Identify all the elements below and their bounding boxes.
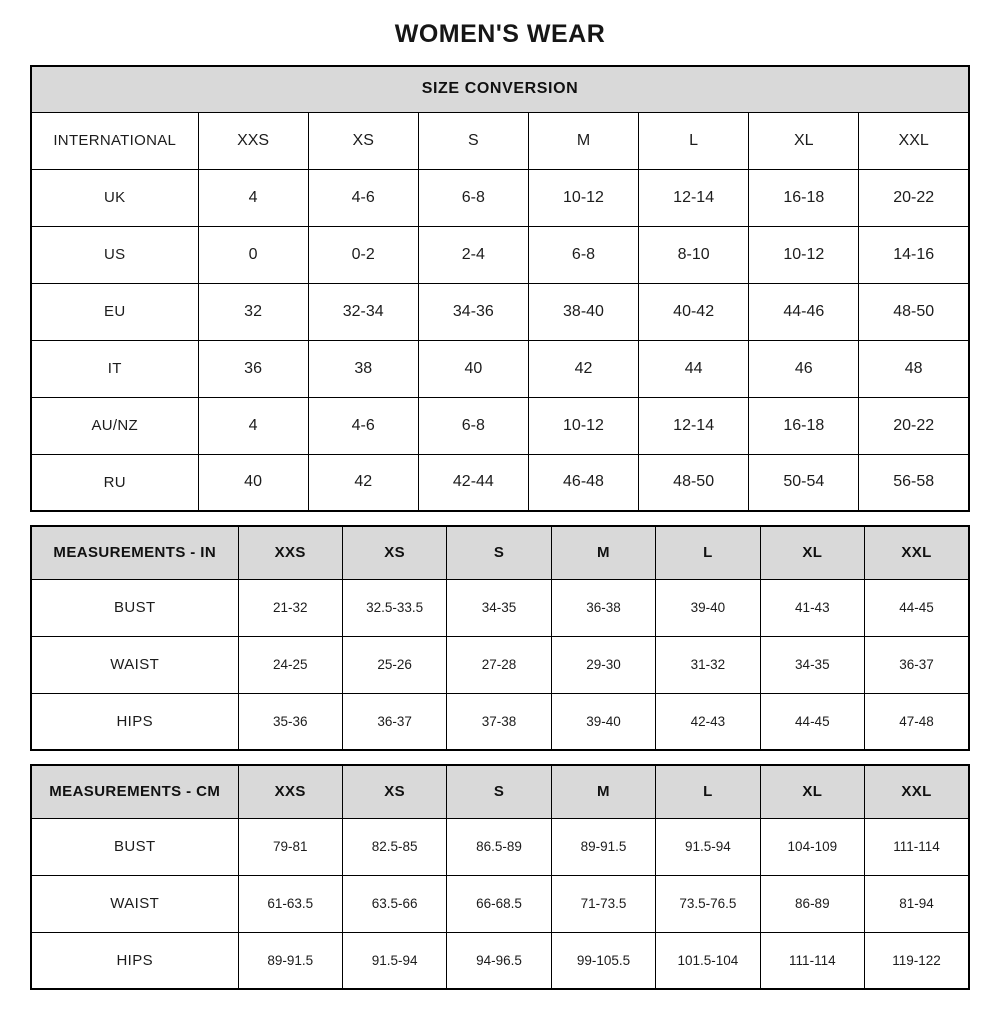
table-cell: 71-73.5 — [551, 875, 655, 932]
size-column-header: XXS — [238, 526, 342, 579]
table-cell: 44-45 — [865, 579, 969, 636]
table-cell: 6-8 — [528, 226, 638, 283]
table-cell: 48-50 — [639, 454, 749, 511]
table-row — [31, 636, 969, 693]
table-cell: 4 — [198, 397, 308, 454]
row-label: HIPS — [31, 932, 238, 989]
measurements-in-header-row — [31, 526, 969, 579]
table-cell: 6-8 — [418, 169, 528, 226]
size-conversion-title: SIZE CONVERSION — [31, 66, 969, 112]
table-cell: 38 — [308, 340, 418, 397]
table-cell: 34-35 — [760, 636, 864, 693]
table-cell: 89-91.5 — [238, 932, 342, 989]
table-cell: 56-58 — [859, 454, 969, 511]
row-label: IT — [31, 340, 198, 397]
table-cell: M — [528, 112, 638, 169]
table-row — [31, 283, 969, 340]
table-cell: 37-38 — [447, 693, 551, 750]
size-column-header: XXL — [865, 526, 969, 579]
table-cell: L — [639, 112, 749, 169]
size-column-header: S — [447, 765, 551, 818]
table-cell: 0-2 — [308, 226, 418, 283]
table-cell: 61-63.5 — [238, 875, 342, 932]
table-cell: 119-122 — [865, 932, 969, 989]
table-row — [31, 932, 969, 989]
table-cell: 4 — [198, 169, 308, 226]
table-cell: 36-37 — [342, 693, 446, 750]
table-cell: 10-12 — [528, 169, 638, 226]
table-title: MEASUREMENTS - CM — [31, 765, 238, 818]
table-cell: 48-50 — [859, 283, 969, 340]
table-cell: 41-43 — [760, 579, 864, 636]
table-cell: 4-6 — [308, 169, 418, 226]
table-cell: 82.5-85 — [342, 818, 446, 875]
table-cell: 21-32 — [238, 579, 342, 636]
table-cell: 35-36 — [238, 693, 342, 750]
row-label: AU/NZ — [31, 397, 198, 454]
table-cell: 46-48 — [528, 454, 638, 511]
table-cell: 91.5-94 — [342, 932, 446, 989]
table-cell: 42 — [308, 454, 418, 511]
measurements-cm-header-row — [31, 765, 969, 818]
row-label: BUST — [31, 579, 238, 636]
measurements-in-table — [30, 525, 970, 751]
table-cell: 79-81 — [238, 818, 342, 875]
table-row — [31, 875, 969, 932]
table-cell: 32 — [198, 283, 308, 340]
table-cell: 94-96.5 — [447, 932, 551, 989]
table-cell: 73.5-76.5 — [656, 875, 760, 932]
table-cell: 40-42 — [639, 283, 749, 340]
table-cell: 31-32 — [656, 636, 760, 693]
table-cell: 101.5-104 — [656, 932, 760, 989]
table-cell: 36-37 — [865, 636, 969, 693]
table-cell: 10-12 — [749, 226, 859, 283]
table-cell: 4-6 — [308, 397, 418, 454]
table-cell: 36 — [198, 340, 308, 397]
row-label: US — [31, 226, 198, 283]
table-row — [31, 397, 969, 454]
table-cell: 42-44 — [418, 454, 528, 511]
table-cell: 104-109 — [760, 818, 864, 875]
table-cell: 86.5-89 — [447, 818, 551, 875]
table-cell: 91.5-94 — [656, 818, 760, 875]
table-cell: 42 — [528, 340, 638, 397]
table-cell: 12-14 — [639, 169, 749, 226]
table-cell: XXS — [198, 112, 308, 169]
size-column-header: XL — [760, 526, 864, 579]
size-column-header: XS — [342, 526, 446, 579]
table-row — [31, 169, 969, 226]
table-cell: 40 — [198, 454, 308, 511]
table-cell: 34-35 — [447, 579, 551, 636]
table-cell: 2-4 — [418, 226, 528, 283]
table-cell: XS — [308, 112, 418, 169]
table-cell: 63.5-66 — [342, 875, 446, 932]
table-cell: 40 — [418, 340, 528, 397]
table-cell: XXL — [859, 112, 969, 169]
size-column-header: L — [656, 526, 760, 579]
row-label: UK — [31, 169, 198, 226]
table-cell: 44 — [639, 340, 749, 397]
table-cell: 66-68.5 — [447, 875, 551, 932]
size-column-header: S — [447, 526, 551, 579]
table-cell: 48 — [859, 340, 969, 397]
table-cell: 6-8 — [418, 397, 528, 454]
table-cell: 111-114 — [865, 818, 969, 875]
size-column-header: XS — [342, 765, 446, 818]
table-cell: 86-89 — [760, 875, 864, 932]
table-cell: 47-48 — [865, 693, 969, 750]
table-cell: 44-45 — [760, 693, 864, 750]
table-cell: 16-18 — [749, 169, 859, 226]
table-cell: 81-94 — [865, 875, 969, 932]
table-row — [31, 340, 969, 397]
size-column-header: XL — [760, 765, 864, 818]
table-cell: 39-40 — [551, 693, 655, 750]
size-conversion-banner-row — [31, 66, 969, 112]
table-cell: 38-40 — [528, 283, 638, 340]
size-column-header: M — [551, 765, 655, 818]
table-cell: S — [418, 112, 528, 169]
table-cell: 50-54 — [749, 454, 859, 511]
table-cell: XL — [749, 112, 859, 169]
size-column-header: XXL — [865, 765, 969, 818]
table-title: MEASUREMENTS - IN — [31, 526, 238, 579]
table-cell: 27-28 — [447, 636, 551, 693]
table-cell: 20-22 — [859, 397, 969, 454]
table-cell: 0 — [198, 226, 308, 283]
size-column-header: M — [551, 526, 655, 579]
table-cell: 32-34 — [308, 283, 418, 340]
row-label: INTERNATIONAL — [31, 112, 198, 169]
table-cell: 46 — [749, 340, 859, 397]
row-label: HIPS — [31, 693, 238, 750]
table-cell: 34-36 — [418, 283, 528, 340]
table-cell: 44-46 — [749, 283, 859, 340]
table-cell: 10-12 — [528, 397, 638, 454]
row-label: BUST — [31, 818, 238, 875]
table-cell: 99-105.5 — [551, 932, 655, 989]
table-cell: 24-25 — [238, 636, 342, 693]
table-row — [31, 112, 969, 169]
row-label: WAIST — [31, 875, 238, 932]
row-label: RU — [31, 454, 198, 511]
table-cell: 16-18 — [749, 397, 859, 454]
size-column-header: L — [656, 765, 760, 818]
table-cell: 39-40 — [656, 579, 760, 636]
table-cell: 32.5-33.5 — [342, 579, 446, 636]
row-label: WAIST — [31, 636, 238, 693]
table-row — [31, 579, 969, 636]
table-cell: 14-16 — [859, 226, 969, 283]
size-column-header: XXS — [238, 765, 342, 818]
table-cell: 29-30 — [551, 636, 655, 693]
table-cell: 20-22 — [859, 169, 969, 226]
table-cell: 89-91.5 — [551, 818, 655, 875]
measurements-cm-table — [30, 764, 970, 990]
table-row — [31, 226, 969, 283]
size-conversion-table — [30, 65, 970, 512]
table-row — [31, 693, 969, 750]
table-row — [31, 454, 969, 511]
row-label: EU — [31, 283, 198, 340]
table-row — [31, 818, 969, 875]
table-cell: 25-26 — [342, 636, 446, 693]
table-cell: 111-114 — [760, 932, 864, 989]
table-cell: 12-14 — [639, 397, 749, 454]
table-cell: 8-10 — [639, 226, 749, 283]
table-cell: 42-43 — [656, 693, 760, 750]
table-cell: 36-38 — [551, 579, 655, 636]
page-title: WOMEN'S WEAR — [394, 20, 606, 48]
